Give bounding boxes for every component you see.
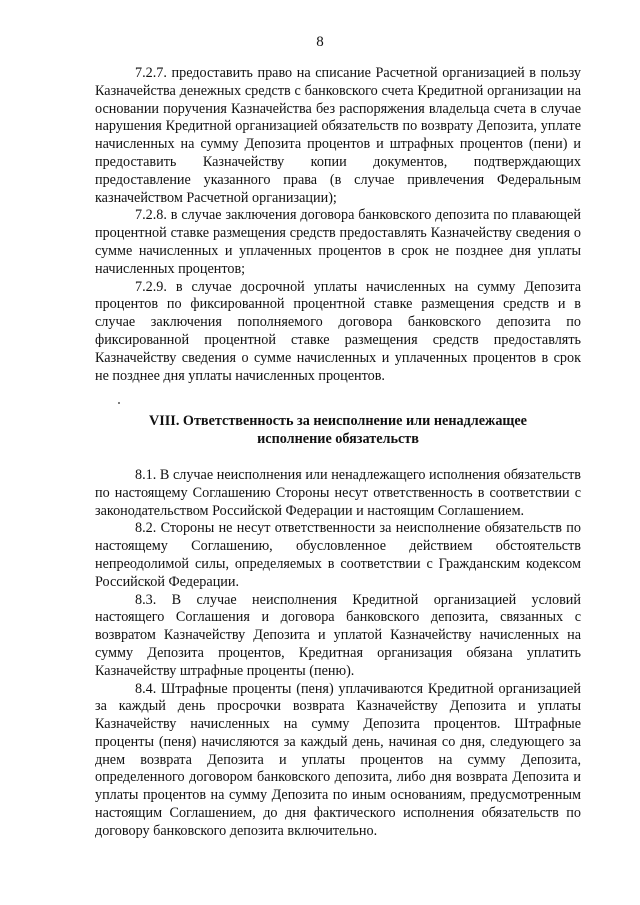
clause-7-2-8: 7.2.8. в случае заключения договора банковского депозита по плавающей процентной ставке размещения средств предоставлять Казначейству сведения о сумме начисленных и уплаченных процентов в срок не позднее дня уплаты начисленных процентов;	[95, 207, 581, 277]
clause-8-2: 8.2. Стороны не несут ответственности за неисполнение обязательств по настоящему Соглашению, обусловленное действием обстоятельств непреодолимой силы, определяемых в соответствии с Гражданским кодексом Российской Федерации.	[95, 520, 581, 590]
section-heading-viii: VIII. Ответственность за неисполнение или ненадлежащее исполнение обязательств	[149, 413, 527, 448]
page-number: 8	[316, 34, 324, 50]
document-body	[95, 65, 581, 841]
clause-8-1: 8.1. В случае неисполнения или ненадлежащего исполнения обязательств по настоящему Соглашению Стороны несут ответственность в соответствии с законодательством Российской Федерации и настоящим Соглашением.	[95, 466, 581, 519]
clause-8-3: 8.3. В случае неисполнения Кредитной организацией условий настоящего Соглашения и договора банковского депозита, связанных с возвратом Казначейству Депозита и уплатой Казначейству начисленных на сумму Депозита процентов, Кредитная организация обязана уплатить Казначейству штрафные проценты (пеню).	[95, 591, 581, 679]
clause-8-4: 8.4. Штрафные проценты (пеня) уплачиваются Кредитной организацией за каждый день просрочки возврата Казначейству Депозита и уплаты Казначейству начисленных на сумму Депозита процентов. Штрафные проценты (пеня) начисляются за каждый день, начиная со дня, следующего за днем возврата Депозита и уплаты процентов на сумму Депозита, определенного договором банковского депозита, либо дня возврата Депозита и уплаты процентов на сумму Депозита по иным основаниям, предусмотренным настоящим Соглашением, до дня фактического исполнения обязательств по договору банковского депозита включительно.	[95, 680, 581, 839]
clause-7-2-7: 7.2.7. предоставить право на списание Расчетной организацией в пользу Казначейства денежных средств с банковского счета Кредитной организации на основании поручения Казначейства без распоряжения владельца счета в случае нарушения Кредитной организацией обязательств по возврату Депозита, уплате начисленных на сумму Депозита процентов и штрафных процентов (пени) и предоставить Казначейству копии документов, подтверждающих предоставление указанного права (в случае привлечения Федеральным казначейством Расчетной организации);	[95, 65, 581, 206]
clause-7-2-9: 7.2.9. в случае досрочной уплаты начисленных на сумму Депозита процентов по фиксированной процентной ставке размещения средств и в случае заключения пополняемого договора банковского депозита по фиксированной процентной ставке размещения средств предоставлять Казначейству сведения о сумме начисленных и уплаченных процентов в срок не позднее дня уплаты начисленных процентов.	[95, 278, 581, 384]
